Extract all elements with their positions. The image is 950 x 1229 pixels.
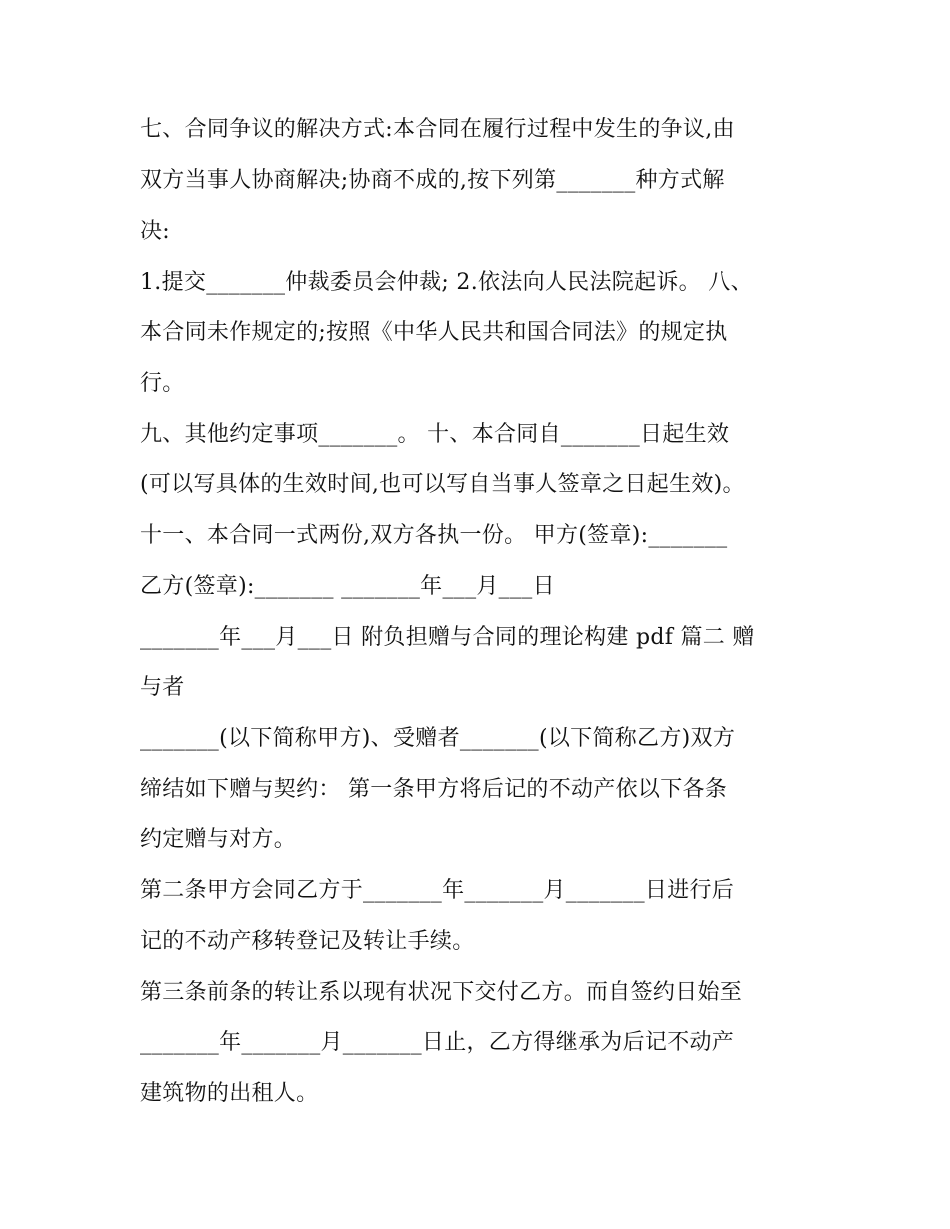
text-line: 1.提交_______仲裁委员会仲裁; 2.依法向人民法院起诉。 八、 xyxy=(140,270,753,295)
text-line: 建筑物的出租人。 xyxy=(140,1081,319,1106)
text-line: 与者 xyxy=(140,675,185,700)
text-line: _______年___月___日 附负担赠与合同的理论构建 pdf 篇二 赠 xyxy=(140,625,755,650)
text-line: 第三条前条的转让系以现有状况下交付乙方。而自签约日始至 xyxy=(140,980,743,1005)
text-line: 本合同未作规定的;按照《中华人民共和国合同法》的规定执 xyxy=(140,320,728,345)
text-line: 双方当事人协商解决;协商不成的,按下列第_______种方式解 xyxy=(140,168,725,193)
text-line: 乙方(签章):_______ _______年___月___日 xyxy=(140,574,555,599)
text-line: 缔结如下赠与契约： 第一条甲方将后记的不动产依以下各条 xyxy=(140,777,728,802)
text-line: 记的不动产移转登记及转让手续。 xyxy=(140,929,475,954)
text-line: 约定赠与对方。 xyxy=(140,827,297,852)
text-line: 九、其他约定事项_______。 十、本合同自_______日起生效 xyxy=(140,422,730,447)
text-line: 行。 xyxy=(140,371,185,396)
text-line: _______(以下简称甲方)、受赠者_______(以下简称乙方)双方 xyxy=(140,726,736,751)
text-line: 七、合同争议的解决方式:本合同在履行过程中发生的争议,由 xyxy=(140,117,735,142)
text-line: 决: xyxy=(140,219,171,244)
text-line: 第二条甲方会同乙方于_______年_______月_______日进行后 xyxy=(140,878,735,903)
text-line: (可以写具体的生效时间,也可以写自当事人签章之日起生效)。 xyxy=(140,472,745,497)
text-line: _______年_______月_______日止，乙方得继承为后记不动产 xyxy=(140,1030,735,1055)
text-line: 十一、本合同一式两份,双方各执一份。 甲方(签章):_______ xyxy=(140,523,728,548)
